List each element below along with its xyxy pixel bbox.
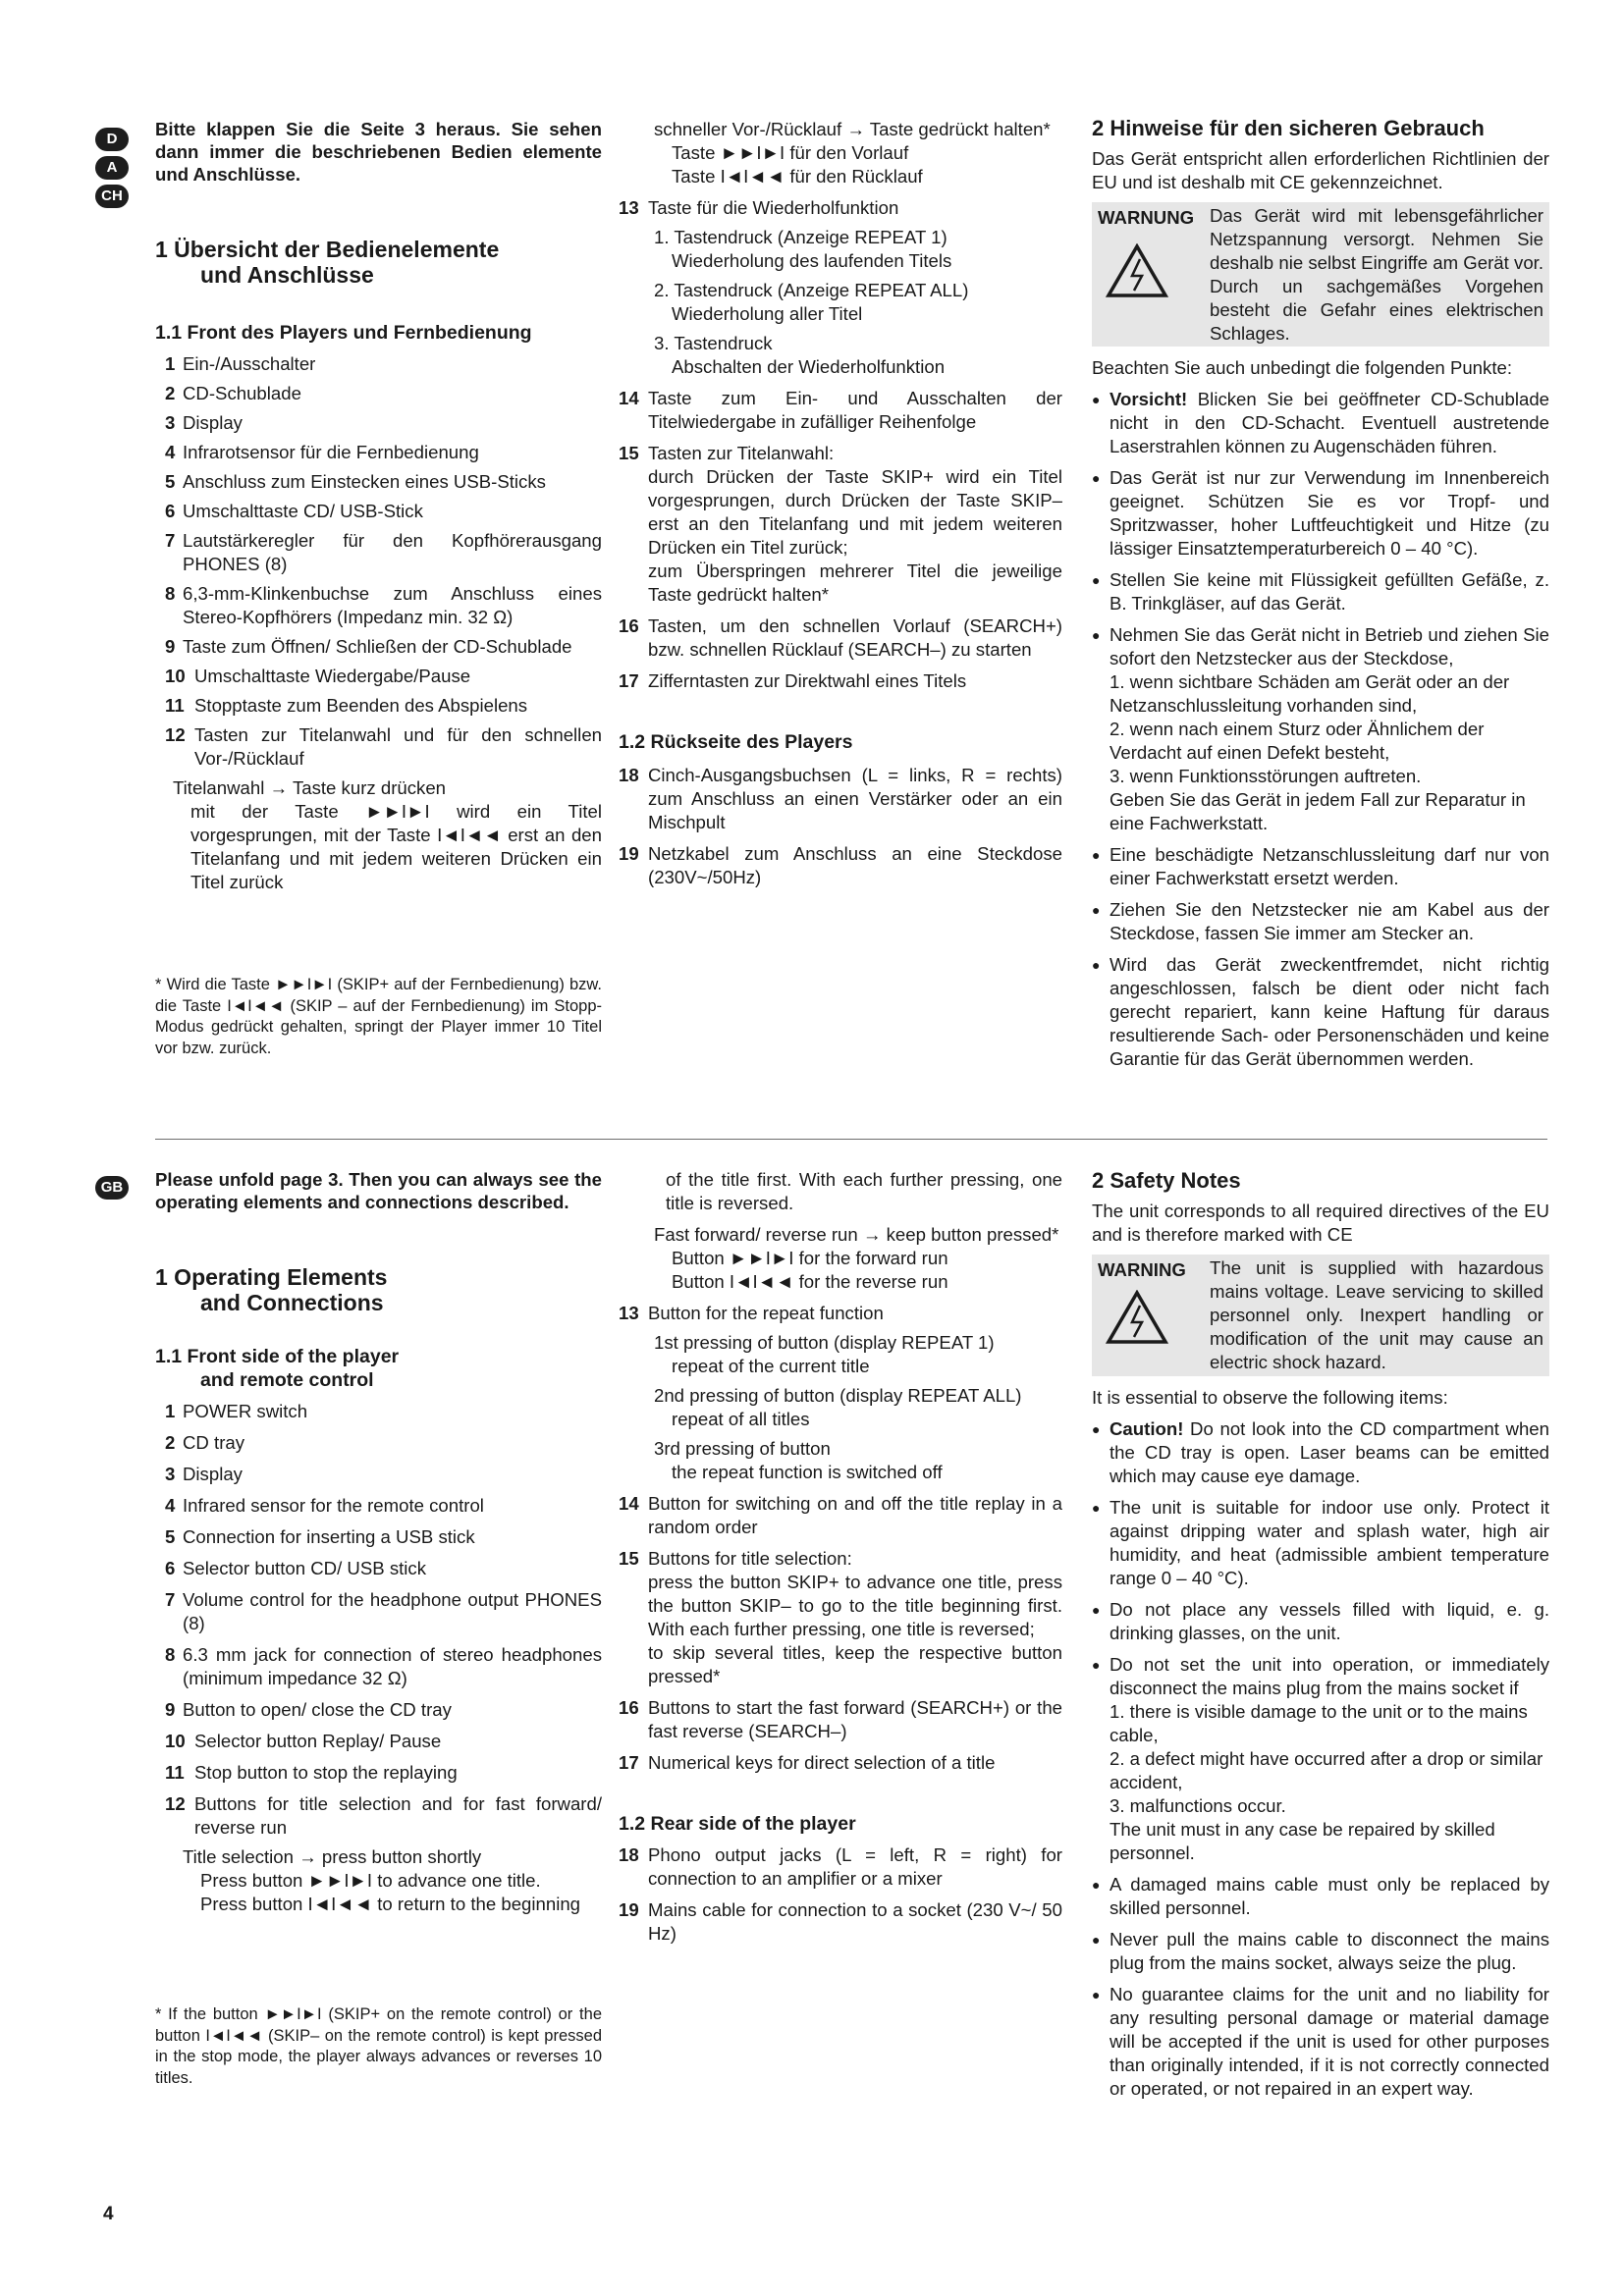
gb-item-13-press-3-desc: the repeat function is switched off: [672, 1462, 943, 1482]
gb-column-2: [619, 1168, 1062, 1946]
gb-item-14: 14 Button for switching on and off the title replay in a random order: [619, 1493, 1062, 1537]
de-bullet-2: ● Das Gerät ist nur zur Verwendung im Innenbereich geeignet. Schützen Sie es vor Tropf- und Spritzwasser, hoher Luftfeuchtigkeit und Hitze (zu lässiger Einsatztemperaturbereich 0 – 40 °C).: [1092, 466, 1549, 561]
de-item-18: 18 Cinch-Ausgangsbuchsen (L = links, R = rechts) zum Anschluss an einen Verstärker oder an ein Mischpult: [619, 765, 1062, 832]
gb-item-5: 5 Connection for inserting a USB stick: [165, 1526, 475, 1547]
de-bullet-7: ● Wird das Gerät zweckentfremdet, nicht richtig angeschlossen, falsch be dient oder nicht fach gerecht repariert, kann keine Haftung für daraus resultierende Sach- oder Personenschäden und keine Garantie für das Gerät übernommen werden.: [1092, 953, 1549, 1071]
gb-item-15-skip: to skip several titles, keep the respective button pressed*: [648, 1642, 1062, 1686]
gb-item-8: 8 6.3 mm jack for connection of stereo headphones (minimum impedance 32 Ω): [165, 1644, 602, 1688]
de-item-6: 6 Umschalttaste CD/ USB-Stick: [165, 501, 423, 521]
de-item-7: 7 Lautstärkeregler für den Kopfhörerausgang PHONES (8): [165, 530, 602, 574]
gb-item-13-press-2-desc: repeat of all titles: [672, 1409, 810, 1429]
de-item-13-press-2-desc: Wiederholung aller Titel: [672, 303, 863, 324]
badge-gb: GB: [95, 1176, 129, 1200]
gb-bullet-4: ● Do not set the unit into operation, or immediately disconnect the mains plug from the mains socket if: [1092, 1653, 1549, 1700]
de-bullet-4: ● Nehmen Sie das Gerät nicht in Betrieb und ziehen Sie sofort den Netzstecker aus der Steckdose,: [1092, 623, 1549, 670]
gb-item-18: 18 Phono output jacks (L = left, R = right) for connection to an amplifier or a mixer: [619, 1844, 1062, 1889]
gb-footnote: * If the button ►►I►I (SKIP+ on the remote control) or the button I◄I◄◄ (SKIP– on the remote control) is kept pressed in the stop mode, the player always advances or reverses 10 titles.: [155, 2005, 602, 2087]
gb-section-1-title: [155, 1264, 602, 1315]
gb-item-12-advance: Press button ►►I►I to advance one title.: [200, 1870, 541, 1891]
de-item-15: 15 Tasten zur Titelanwahl:: [619, 443, 835, 463]
de-warning-text: Das Gerät wird mit lebensgefährlicher Netzspannung versorgt. Nehmen Sie deshalb nie selbst Eingriffe am Gerät vor. Durch un sachgemäßes Vorgehen besteht die Gefahr eines elektrischen Schlages.: [1210, 205, 1543, 344]
gb-column-3: [1092, 1168, 1549, 2101]
de-intro: Bitte klappen Sie die Seite 3 heraus. Sie sehen dann immer die beschriebenen Bedien elemente und Anschlüsse.: [155, 119, 602, 185]
badge-a: A: [95, 156, 129, 180]
de-item-8: 8 6,3-mm-Klinkenbuchse zum Anschluss eines Stereo-Kopfhörers (Impedanz min. 32 Ω): [165, 583, 602, 627]
de-warning-box: [1092, 202, 1549, 347]
de-observe: Beachten Sie auch unbedingt die folgenden Punkte:: [1092, 357, 1512, 378]
gb-item-13: 13 Button for the repeat function: [619, 1303, 884, 1323]
de-section-1-title-line1: 1 Übersicht der Bedienelemente: [155, 237, 500, 262]
gb-item-12-return: Press button I◄I◄◄ to return to the beginning: [200, 1894, 581, 1914]
de-item-10: 10 Umschalttaste Wiedergabe/Pause: [165, 666, 471, 686]
gb-item-17: 17 Numerical keys for direct selection of a title: [619, 1752, 996, 1773]
gb-item-4: 4 Infrared sensor for the remote control: [165, 1495, 484, 1516]
language-badges-gb: [95, 1176, 131, 1204]
gb-section-1-title-line1: 1 Operating Elements: [155, 1264, 388, 1290]
de-item-15-skip: zum Überspringen mehrerer Titel die jeweilige Taste gedrückt halten*: [648, 561, 1062, 605]
de-item-5: 5 Anschluss zum Einstecken eines USB-Sticks: [165, 471, 546, 492]
de-item-12-title-select: Titelanwahl → Taste kurz drücken: [173, 777, 446, 798]
gb-bullet-1: ● Caution! Do not look into the CD compartment when the CD tray is open. Laser beams can be emitted which may cause eye damage.: [1092, 1417, 1549, 1488]
gb-intro: Please unfold page 3. Then you can always see the operating elements and connections described.: [155, 1169, 602, 1212]
gb-item-13-press-1: 1st pressing of button (display REPEAT 1): [654, 1332, 995, 1353]
gb-item-12-title-select: Title selection → press button shortly: [183, 1846, 482, 1867]
de-column-1: [155, 118, 602, 1059]
gb-item-13-press-1-desc: repeat of the current title: [672, 1356, 870, 1376]
badge-d: D: [95, 128, 129, 151]
de-bullet-5: ● Eine beschädigte Netzanschlussleitung darf nur von einer Fachwerkstatt ersetzt werden.: [1092, 843, 1549, 890]
gb-item-7: 7 Volume control for the headphone output PHONES (8): [165, 1589, 602, 1633]
de-section-2-title: 2 Hinweise für den sicheren Gebrauch: [1092, 116, 1485, 140]
gb-item-12-continued: of the title first. With each further pressing, one title is reversed.: [666, 1169, 1062, 1213]
de-forward-button: Taste ►►I►I für den Vorlauf: [672, 142, 909, 163]
de-item-9: 9 Taste zum Öffnen/ Schließen der CD-Schublade: [165, 636, 572, 657]
gb-reverse-button: Button I◄I◄◄ for the reverse run: [672, 1271, 948, 1292]
de-subsection-1-2: 1.2 Rückseite des Players: [619, 731, 853, 753]
de-item-12-detail: mit der Taste ►►I►I wird ein Titel vorgesprungen, mit der Taste I◄I◄◄ erst an den Titelanfang und mit jedem weiteren Drücken ein Titel zurück: [190, 801, 602, 892]
de-fast-run: schneller Vor-/Rücklauf → Taste gedrückt halten*: [654, 119, 1051, 139]
de-item-13-press-1-desc: Wiederholung des laufenden Titels: [672, 250, 952, 271]
de-bullet-6: ● Ziehen Sie den Netzstecker nie am Kabel aus der Steckdose, fassen Sie immer am Stecker an.: [1092, 898, 1549, 945]
gb-warning-box: [1092, 1255, 1549, 1376]
gb-bullet-3: ● Do not place any vessels filled with liquid, e. g. drinking glasses, on the unit.: [1092, 1598, 1549, 1645]
gb-item-3: 3 Display: [165, 1464, 243, 1484]
gb-item-15-detail: press the button SKIP+ to advance one title, press the button SKIP– to go to the title beginning first. With each further pressing, one title is reversed;: [648, 1572, 1062, 1639]
gb-section-2-intro: The unit corresponds to all required directives of the EU and is therefore marked with CE: [1092, 1201, 1549, 1245]
de-bullet-1: ● Vorsicht! Blicken Sie bei geöffneter CD-Schublade nicht in den CD-Schacht. Eventuell austretende Laserstrahlen können zu Augenschäden führen.: [1092, 388, 1549, 458]
de-item-15-detail: durch Drücken der Taste SKIP+ wird ein Titel vorgesprungen, durch Drücken der Taste SKIP– erst an den Titelanfang und mit jedem weiteren Drücken ein Titel zurück;: [648, 466, 1062, 558]
gb-item-1: 1 POWER switch: [165, 1401, 308, 1421]
gb-subsection-1-2: 1.2 Rear side of the player: [619, 1813, 856, 1835]
language-badges-de: [95, 128, 131, 213]
gb-item-13-press-3: 3rd pressing of button: [654, 1438, 831, 1459]
gb-warning-text: The unit is supplied with hazardous mains voltage. Leave servicing to skilled personnel only. Inexpert handling or modification of the unit may cause an electric shock hazard.: [1210, 1257, 1543, 1372]
de-section-1-title-line2: und Anschlüsse: [200, 262, 374, 288]
gb-bullet-7: ● No guarantee claims for the unit and no liability for any resulting personal damage or material damage will be accepted if the unit is used for other purposes than originally intended, if it is not correctly connected or operated, or not repaired in an expert way.: [1092, 1983, 1549, 2101]
de-item-13-press-2: 2. Tastendruck (Anzeige REPEAT ALL): [654, 280, 969, 300]
de-item-14: 14 Taste zum Ein- und Ausschalten der Titelwiedergabe in zufälliger Reihenfolge: [619, 388, 1062, 432]
gb-subsection-1-1: 1.1 Front side of the player and remote control: [155, 1346, 400, 1391]
de-section-1-title: [155, 237, 602, 288]
gb-item-10: 10 Selector button Replay/ Pause: [165, 1731, 442, 1751]
gb-bullet-5: ● A damaged mains cable must only be replaced by skilled personnel.: [1092, 1873, 1549, 1920]
de-column-2: [619, 118, 1062, 889]
gb-observe: It is essential to observe the following items:: [1092, 1387, 1448, 1408]
de-bullet-3: ● Stellen Sie keine mit Flüssigkeit gefüllten Gefäße, z. B. Trinkgläser, auf das Gerät.: [1092, 568, 1549, 615]
de-item-4: 4 Infrarotsensor für die Fernbedienung: [165, 442, 479, 462]
gb-warning-label: WARNING: [1098, 1259, 1186, 1280]
de-item-13: 13 Taste für die Wiederholfunktion: [619, 197, 899, 218]
badge-ch: CH: [95, 185, 129, 208]
gb-fast-run: Fast forward/ reverse run → keep button pressed*: [654, 1224, 1059, 1245]
gb-item-2: 2 CD tray: [165, 1432, 245, 1453]
gb-item-19: 19 Mains cable for connection to a socket (230 V~/ 50 Hz): [619, 1899, 1062, 1944]
de-item-3: 3 Display: [165, 412, 243, 433]
de-item-12: 12 Tasten zur Titelanwahl und für den schnellen Vor-/Rücklauf: [165, 724, 602, 769]
de-item-16: 16 Tasten, um den schnellen Vorlauf (SEARCH+) bzw. schnellen Rücklauf (SEARCH–) zu starten: [619, 615, 1062, 660]
de-column-3: [1092, 116, 1549, 1071]
section-divider: [155, 1139, 1547, 1140]
gb-item-6: 6 Selector button CD/ USB stick: [165, 1558, 427, 1578]
de-section-2-intro: Das Gerät entspricht allen erforderlichen Richtlinien der EU und ist deshalb mit CE gekennzeichnet.: [1092, 148, 1549, 192]
de-footnote: * Wird die Taste ►►I►I (SKIP+ auf der Fernbedienung) bzw. die Taste I◄I◄◄ (SKIP – auf der Fernbedienung) im Stopp-Modus gedrückt gehalten, springt der Player immer 10 Titel vor bzw. zurück.: [155, 976, 602, 1057]
gb-item-15: 15 Buttons for title selection:: [619, 1548, 852, 1569]
gb-item-12: 12 Buttons for title selection and for fast forward/ reverse run: [165, 1793, 602, 1838]
de-item-19: 19 Netzkabel zum Anschluss an eine Steckdose (230V~/50Hz): [619, 843, 1062, 887]
high-voltage-warning-icon: [1106, 1290, 1168, 1345]
gb-section-2-title: 2 Safety Notes: [1092, 1168, 1241, 1193]
de-item-11: 11 Stopptaste zum Beenden des Abspielens: [165, 695, 528, 716]
gb-item-11: 11 Stop button to stop the replaying: [165, 1762, 458, 1783]
gb-bullet-4-list: 1. there is visible damage to the unit or to the mains cable, 2. a defect might have occurred after a drop or similar accident, 3. malfunctions occur. The unit must in any case be repaired by skilled personnel.: [1110, 1701, 1543, 1863]
de-reverse-button: Taste I◄I◄◄ für den Rücklauf: [672, 166, 923, 187]
de-item-17: 17 Zifferntasten zur Direktwahl eines Titels: [619, 670, 967, 691]
gb-bullet-2: ● The unit is suitable for indoor use only. Protect it against dripping water and splash water, high air humidity, and heat (admissible ambient temperature range 0 – 40 °C).: [1092, 1496, 1549, 1590]
de-item-13-press-3-desc: Abschalten der Wiederholfunktion: [672, 356, 946, 377]
de-bullet-4-list: 1. wenn sichtbare Schäden am Gerät oder an der Netzanschlussleitung vorhanden sind, 2. wenn nach einem Sturz oder Ähnlichem der Verdacht auf einen Defekt besteht, 3. wenn Funktionsstörungen auftreten. Geben Sie das Gerät in jedem Fall zur Reparatur in eine Fachwerkstatt.: [1110, 671, 1526, 833]
de-item-13-press-3: 3. Tastendruck: [654, 333, 773, 353]
gb-section-1-title-line2: and Connections: [200, 1290, 384, 1315]
gb-item-9: 9 Button to open/ close the CD tray: [165, 1699, 452, 1720]
de-warning-label: WARNUNG: [1098, 207, 1195, 228]
de-subsection-1-1: 1.1 Front des Players und Fernbedienung: [155, 322, 532, 344]
gb-item-16: 16 Buttons to start the fast forward (SEARCH+) or the fast reverse (SEARCH–): [619, 1697, 1062, 1741]
high-voltage-warning-icon: [1106, 243, 1168, 298]
gb-item-13-press-2: 2nd pressing of button (display REPEAT ALL): [654, 1385, 1022, 1406]
de-item-13-press-1: 1. Tastendruck (Anzeige REPEAT 1): [654, 227, 947, 247]
page-number: 4: [103, 2204, 114, 2224]
gb-bullet-6: ● Never pull the mains cable to disconnect the mains plug from the mains socket, always seize the plug.: [1092, 1928, 1549, 1975]
gb-forward-button: Button ►►I►I for the forward run: [672, 1248, 948, 1268]
gb-column-1: [155, 1168, 602, 2089]
de-item-1: 1 Ein-/Ausschalter: [165, 353, 316, 374]
de-item-2: 2 CD-Schublade: [165, 383, 301, 403]
